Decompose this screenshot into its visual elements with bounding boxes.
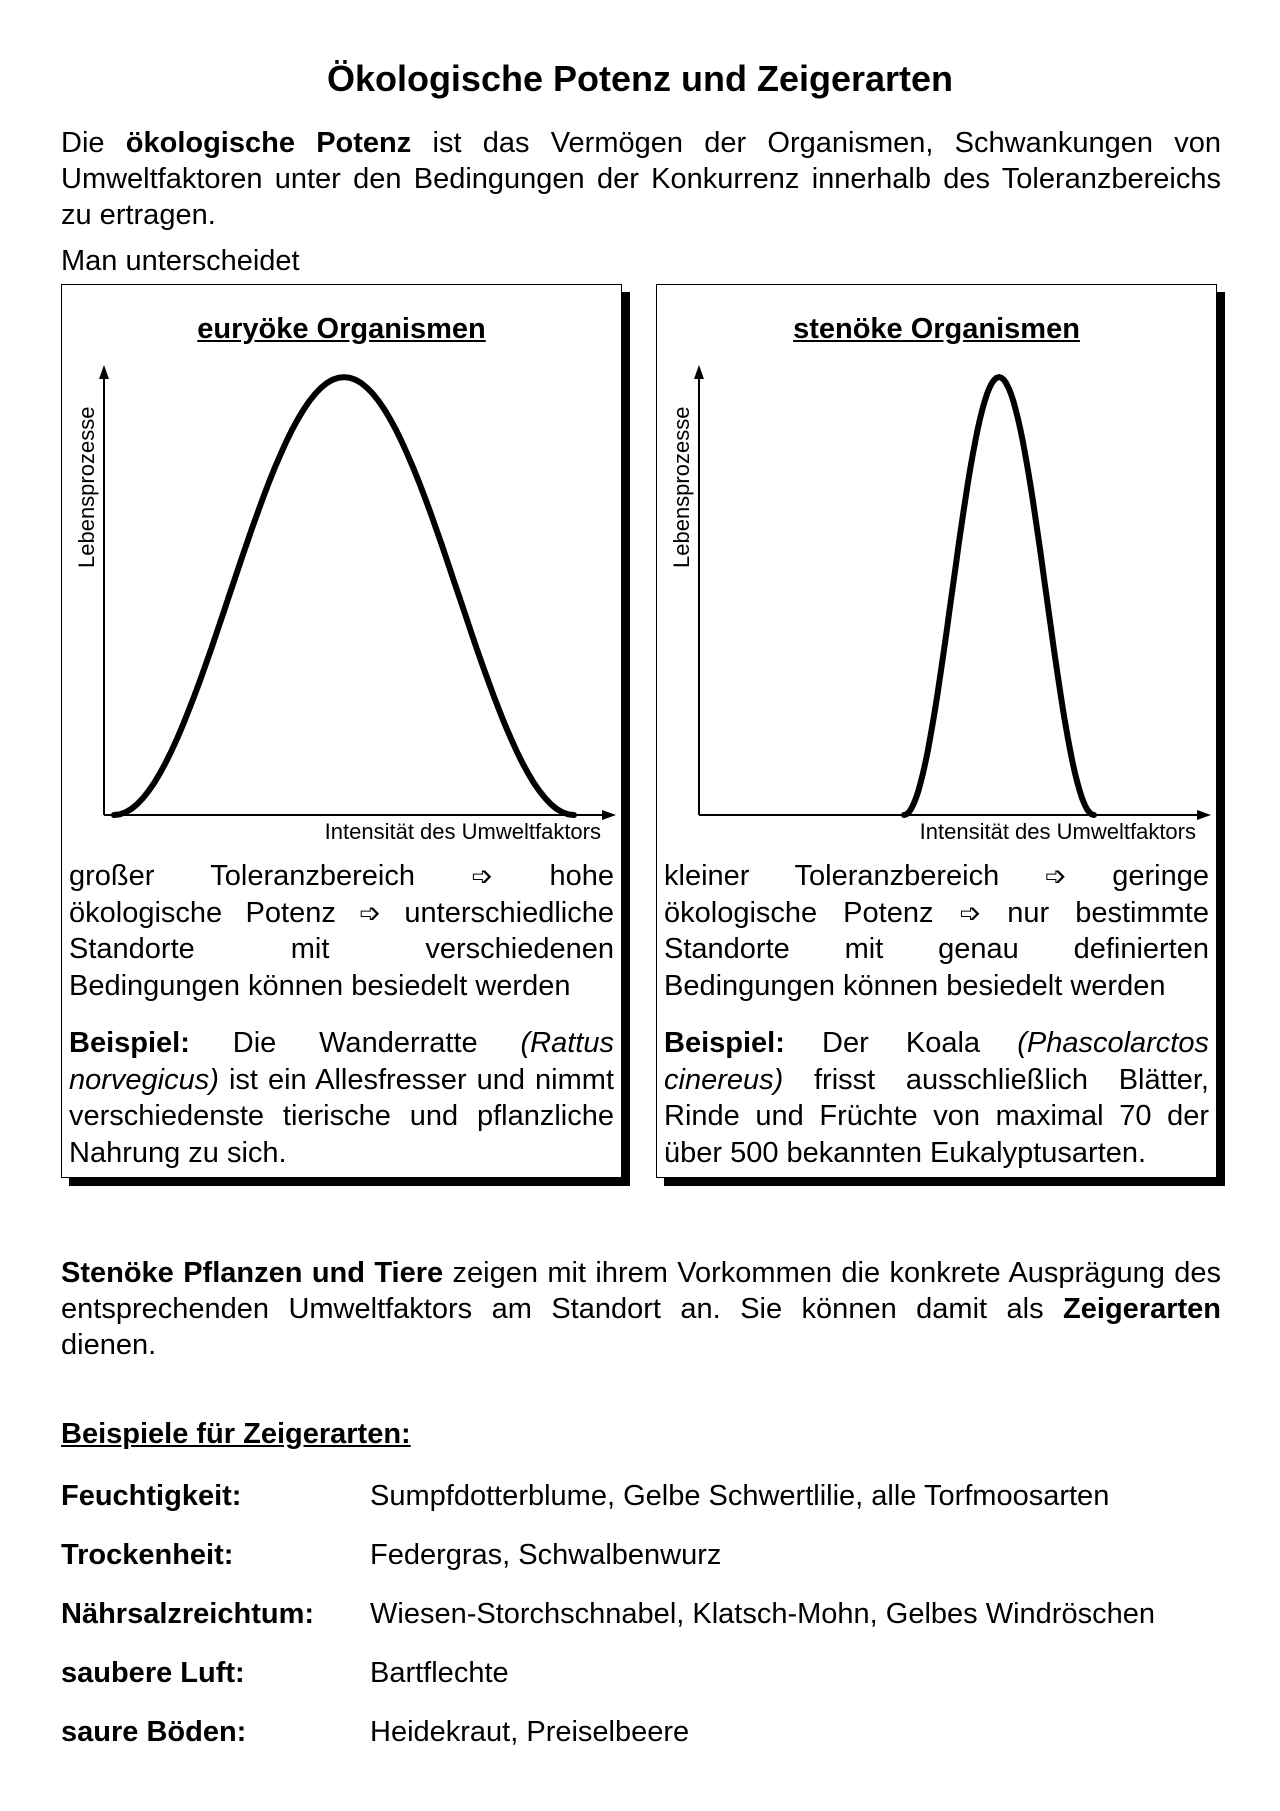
intro-line2: Man unterscheidet: [61, 245, 300, 277]
x-axis-arrow-icon: [1197, 810, 1211, 820]
stenoke-chart: [657, 285, 1218, 845]
stenoke-description: kleiner Toleranzbereich ➩ geringe ökologische Potenz ➩ nur bestimmte Standorte mit genau definierten Bedingungen können besiedelt werden: [664, 860, 1209, 1002]
intro-paragraph: Die ökologische Potenz ist das Vermögen der Organismen, Schwankungen von Umweltfaktoren unter den Bedingungen der Konkurrenz innerhalb des Toleranzbereichs zu ertragen.: [61, 127, 1221, 231]
stenoke-box: [656, 284, 1217, 1178]
stenoke-heading: stenöke Organismen: [793, 313, 1080, 345]
tolerance-curve-narrow: [904, 377, 1094, 815]
x-axis-label: Intensität des Umweltfaktors: [324, 819, 601, 844]
y-axis-arrow-icon: [694, 365, 704, 379]
euryoke-example: Beispiel: Die Wanderratte (Rattus norvegicus) ist ein Allesfresser und nimmt verschiedenste tierische und pflanzliche Nahrung zu sich.: [69, 1027, 614, 1169]
tolerance-curve-wide: [114, 377, 574, 815]
euryoke-box: [61, 284, 622, 1178]
stenoke-example: Beispiel: Der Koala (Phascolarctos cinereus) frisst ausschließlich Blätter, Rinde und Früchte von maximal 70 der über 500 bekannten Eukalyptusarten.: [664, 1027, 1209, 1169]
euryoke-description: großer Toleranzbereich ➩ hohe ökologische Potenz ➩ unterschiedliche Standorte mit verschiedenen Bedingungen können besiedelt werden: [69, 860, 614, 1002]
y-axis-arrow-icon: [99, 365, 109, 379]
x-axis-arrow-icon: [602, 810, 616, 820]
euryoke-heading: euryöke Organismen: [197, 313, 486, 345]
arrow-right-icon: ➩: [359, 897, 382, 928]
zeigerarten-paragraph: Stenöke Pflanzen und Tiere zeigen mit ihrem Vorkommen die konkrete Ausprägung des entsprechenden Umweltfaktors am Standort an. Sie können damit als Zeigerarten dienen.: [61, 1257, 1221, 1361]
page-title: Ökologische Potenz und Zeigerarten: [326, 58, 954, 99]
arrow-right-icon: ➩: [959, 897, 982, 928]
examples-heading: Beispiele für Zeigerarten:: [61, 1418, 411, 1450]
x-axis-label: Intensität des Umweltfaktors: [919, 819, 1196, 844]
euryoke-chart: [62, 285, 623, 845]
y-axis-label: Lebensprozesse: [669, 406, 694, 568]
arrow-right-icon: ➩: [1044, 861, 1067, 891]
arrow-right-icon: ➩: [471, 861, 494, 891]
y-axis-label: Lebensprozesse: [74, 406, 99, 568]
